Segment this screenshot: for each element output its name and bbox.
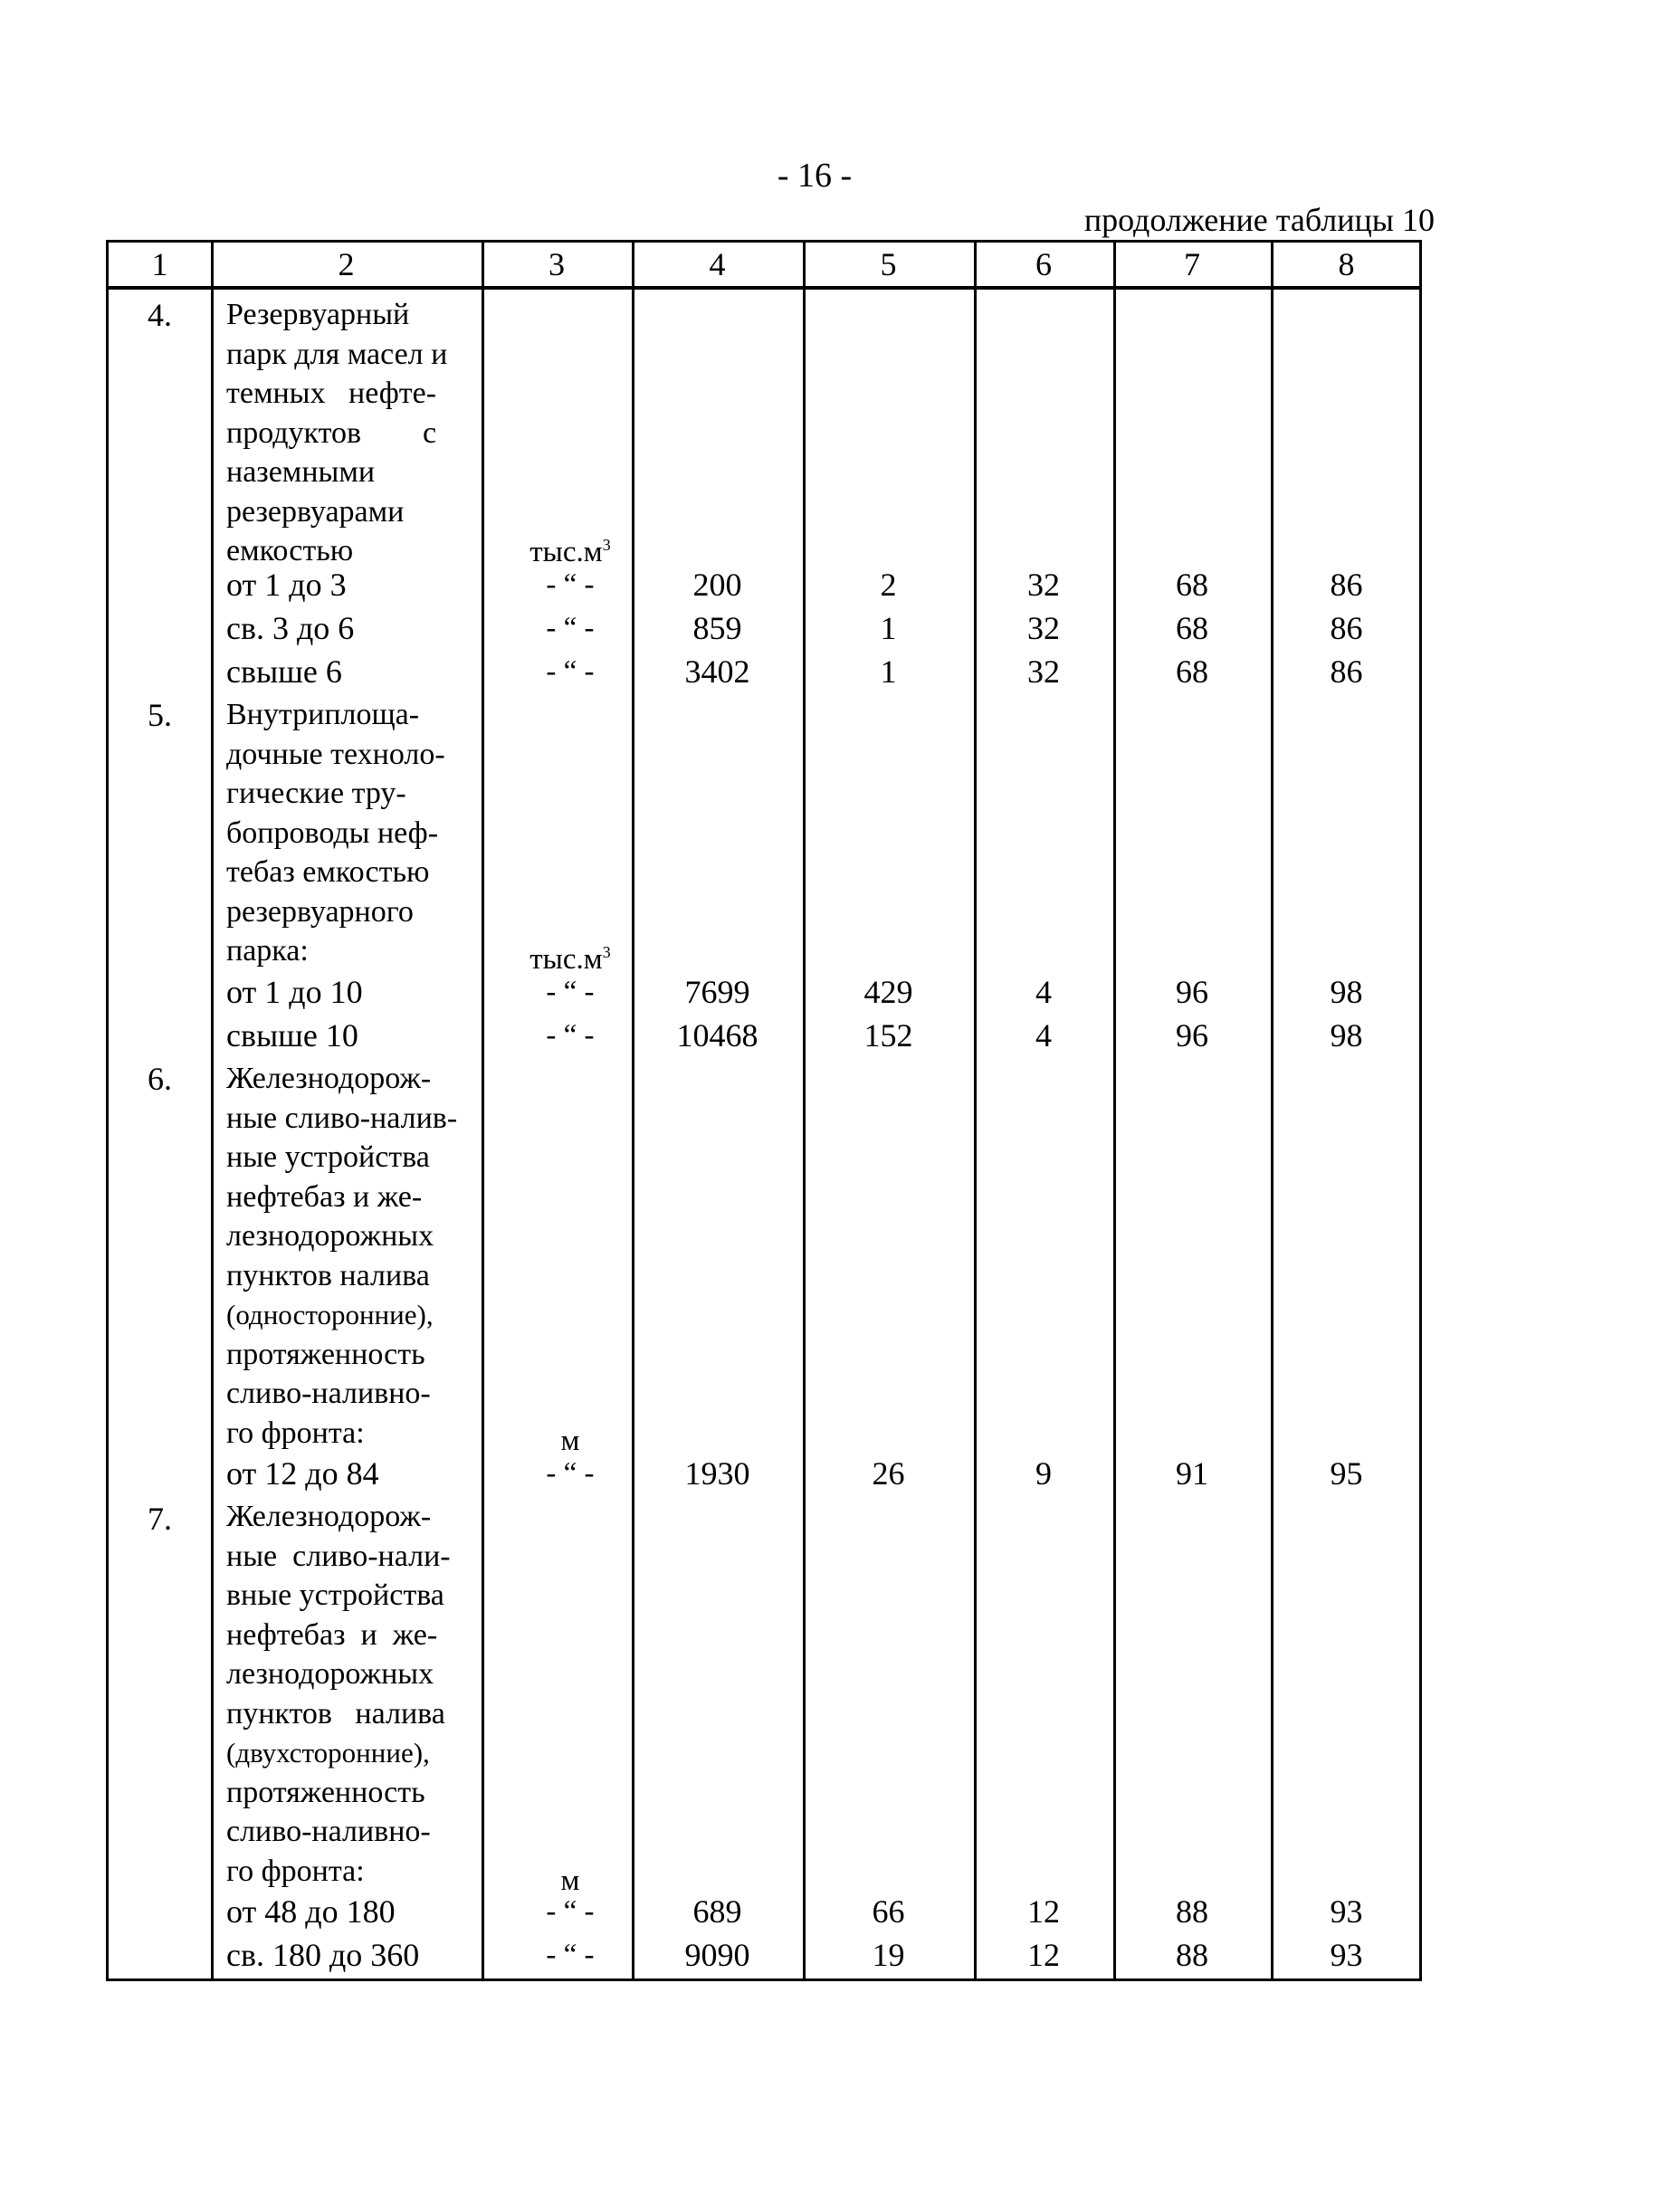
header-cell-7: 7 bbox=[1184, 246, 1200, 282]
cell-c4: 1930 bbox=[684, 1455, 750, 1492]
row-label: свыше 6 bbox=[226, 653, 342, 690]
description-line: Железнодорож- bbox=[226, 1500, 432, 1533]
item-description bbox=[226, 1059, 471, 1453]
item-number: 4. bbox=[148, 297, 172, 333]
header-cell-1: 1 bbox=[151, 246, 168, 282]
header-cell-4: 4 bbox=[709, 246, 726, 282]
description-line: го фронта: bbox=[226, 1854, 365, 1888]
cell-c6: 32 bbox=[1027, 653, 1060, 690]
description-line: вные устройства bbox=[226, 1578, 444, 1612]
cell-c8: 86 bbox=[1330, 653, 1363, 690]
unit-text: тыс.м bbox=[529, 536, 603, 568]
description-line: емкостью bbox=[226, 534, 354, 567]
description-line: Резервуарный bbox=[226, 298, 410, 331]
cell-c7: 68 bbox=[1176, 567, 1208, 603]
item-number: 7. bbox=[148, 1501, 172, 1537]
header-cell-6: 6 bbox=[1035, 246, 1052, 282]
cell-c5: 66 bbox=[872, 1893, 905, 1930]
description-line: пунктов налива bbox=[226, 1696, 445, 1731]
description-line: протяженность bbox=[226, 1337, 425, 1371]
unit-text: тыс.м bbox=[529, 943, 603, 976]
ditto-mark: - “ - bbox=[546, 612, 595, 644]
header-divider bbox=[109, 286, 1419, 290]
description-line: пунктов налива bbox=[226, 1258, 430, 1292]
page-number: - 16 - bbox=[777, 157, 853, 195]
cell-c7: 68 bbox=[1176, 653, 1208, 690]
cell-c7: 91 bbox=[1176, 1455, 1208, 1492]
ditto-mark: - “ - bbox=[546, 976, 595, 1008]
header-cell-2: 2 bbox=[338, 246, 355, 282]
description-line: сливо-наливно- bbox=[226, 1815, 431, 1848]
description-line: лезнодорожных bbox=[226, 1219, 434, 1253]
cell-c8: 93 bbox=[1330, 1893, 1363, 1930]
cell-c7: 96 bbox=[1176, 1017, 1208, 1054]
cell-c8: 86 bbox=[1330, 610, 1363, 646]
description-line: сливо-наливно- bbox=[226, 1377, 431, 1410]
description-line: ные сливо-налив- bbox=[226, 1101, 458, 1135]
row-label: от 1 до 3 bbox=[226, 567, 347, 603]
ditto-mark: - “ - bbox=[546, 568, 595, 601]
ditto-mark: - “ - bbox=[546, 655, 595, 688]
description-line: Внутриплоща- bbox=[226, 698, 420, 731]
cell-c6: 12 bbox=[1027, 1893, 1060, 1930]
cell-c4: 9090 bbox=[684, 1937, 750, 1973]
cell-c8: 86 bbox=[1330, 567, 1363, 603]
unit-superscript: 3 bbox=[602, 943, 611, 961]
cell-c6: 32 bbox=[1027, 567, 1060, 603]
ditto-mark: - “ - bbox=[546, 1457, 595, 1490]
row-label: от 1 до 10 bbox=[226, 974, 363, 1010]
cell-c5: 1 bbox=[880, 610, 897, 646]
cell-c7: 88 bbox=[1176, 1937, 1208, 1973]
cell-c7: 96 bbox=[1176, 974, 1208, 1010]
cell-c8: 98 bbox=[1330, 1017, 1363, 1054]
unit-label: м bbox=[560, 1864, 580, 1897]
item-description bbox=[226, 1497, 471, 1891]
cell-c4: 689 bbox=[692, 1893, 742, 1930]
unit-label: м bbox=[560, 1425, 580, 1457]
description-line: тебаз емкостью bbox=[226, 855, 430, 889]
description-line: парка: bbox=[226, 934, 309, 968]
description-line: лезнодорожных bbox=[226, 1657, 434, 1691]
cell-c4: 7699 bbox=[684, 974, 750, 1010]
item-number: 5. bbox=[148, 697, 172, 733]
cell-c4: 3402 bbox=[684, 653, 750, 690]
item-description bbox=[226, 695, 471, 971]
description-line: нефтебаз и же- bbox=[226, 1179, 423, 1214]
ditto-mark: - “ - bbox=[546, 1939, 595, 1971]
description-line: наземными bbox=[226, 455, 376, 489]
cell-c5: 19 bbox=[872, 1937, 905, 1973]
description-line: продуктов с bbox=[226, 415, 437, 450]
ditto-mark: - “ - bbox=[546, 1895, 595, 1928]
column-divider bbox=[1271, 243, 1274, 1978]
cell-c6: 9 bbox=[1035, 1455, 1052, 1492]
header-cell-8: 8 bbox=[1338, 246, 1355, 282]
description-line: го фронта: bbox=[226, 1416, 365, 1450]
description-line: протяженность bbox=[226, 1775, 425, 1809]
row-label: св. 180 до 360 bbox=[226, 1937, 420, 1973]
description-line: (двухсторонние), bbox=[226, 1737, 430, 1769]
cell-c7: 68 bbox=[1176, 610, 1208, 646]
description-line: дочные техноло- bbox=[226, 737, 445, 771]
cell-c6: 4 bbox=[1035, 1017, 1052, 1054]
column-divider bbox=[482, 243, 484, 1978]
description-line: резервуарного bbox=[226, 894, 414, 929]
cell-c8: 95 bbox=[1330, 1455, 1363, 1492]
column-divider bbox=[211, 243, 214, 1978]
column-divider bbox=[803, 243, 806, 1978]
header-cell-3: 3 bbox=[549, 246, 565, 282]
item-description bbox=[226, 295, 471, 571]
cell-c4: 859 bbox=[692, 610, 742, 646]
column-divider bbox=[632, 243, 634, 1978]
data-table bbox=[106, 240, 1422, 1981]
table-caption: продолжение таблицы 10 bbox=[1083, 202, 1435, 238]
row-label: от 48 до 180 bbox=[226, 1893, 396, 1930]
description-line: Железнодорож- bbox=[226, 1062, 432, 1095]
description-line: ные сливо-нали- bbox=[226, 1539, 451, 1573]
description-line: ные устройства bbox=[226, 1140, 430, 1174]
cell-c5: 152 bbox=[863, 1017, 913, 1054]
cell-c7: 88 bbox=[1176, 1893, 1208, 1930]
cell-c4: 10468 bbox=[676, 1017, 758, 1054]
cell-c6: 4 bbox=[1035, 974, 1052, 1010]
description-line: (односторонние), bbox=[226, 1299, 434, 1330]
cell-c5: 1 bbox=[880, 653, 897, 690]
description-line: бопроводы неф- bbox=[226, 815, 439, 850]
description-line: гические тру- bbox=[226, 777, 406, 810]
description-line: парк для масел и bbox=[226, 337, 448, 371]
item-number: 6. bbox=[148, 1061, 172, 1097]
description-line: темных нефте- bbox=[226, 377, 437, 410]
cell-c8: 93 bbox=[1330, 1937, 1363, 1973]
row-label: свыше 10 bbox=[226, 1017, 358, 1054]
cell-c5: 2 bbox=[880, 567, 897, 603]
description-line: резервуарами bbox=[226, 494, 405, 529]
unit-superscript: 3 bbox=[602, 536, 611, 554]
cell-c6: 32 bbox=[1027, 610, 1060, 646]
header-cell-5: 5 bbox=[880, 246, 897, 282]
row-label: от 12 до 84 bbox=[226, 1455, 379, 1492]
cell-c4: 200 bbox=[692, 567, 742, 603]
cell-c5: 26 bbox=[872, 1455, 905, 1492]
cell-c8: 98 bbox=[1330, 974, 1363, 1010]
ditto-mark: - “ - bbox=[546, 1019, 595, 1052]
column-divider bbox=[1113, 243, 1116, 1978]
description-line: нефтебаз и же- bbox=[226, 1617, 438, 1652]
cell-c6: 12 bbox=[1027, 1937, 1060, 1973]
row-label: св. 3 до 6 bbox=[226, 610, 355, 646]
cell-c5: 429 bbox=[863, 974, 913, 1010]
column-divider bbox=[974, 243, 977, 1978]
